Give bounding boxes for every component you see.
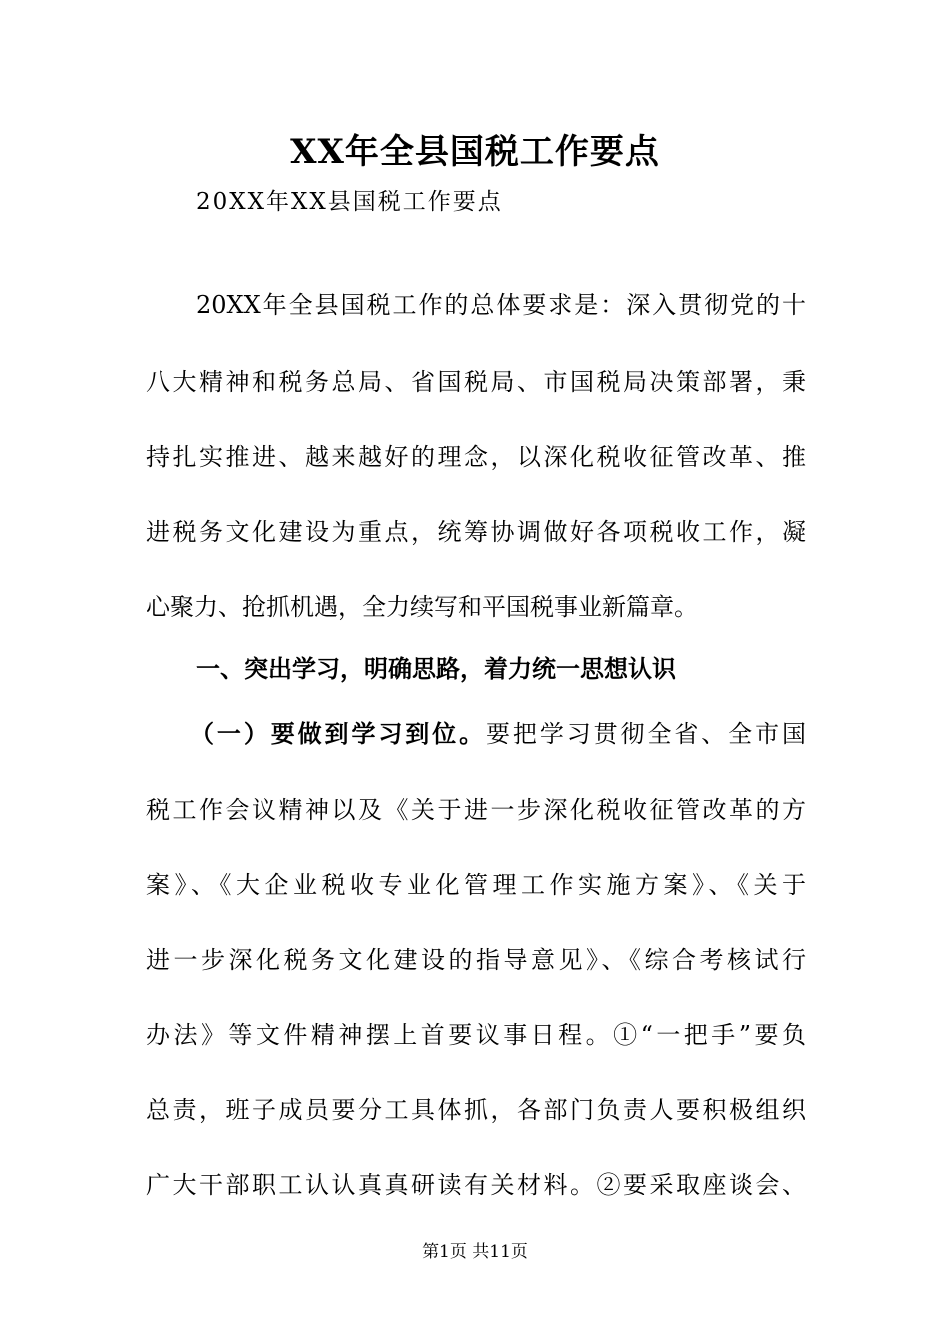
- section-heading-1: 一、突出学习，明确思路，着力统一思想认识: [196, 655, 676, 683]
- intro-line-5: 心聚力、抢抓机遇，全力续写和平国税事业新篇章。: [146, 593, 698, 621]
- intro-line-4: 进税务文化建设为重点，统筹协调做好各项税收工作，凝: [146, 518, 806, 546]
- page-footer: 第1页 共11页: [422, 1242, 528, 1262]
- document-subtitle: 20XX年XX县国税工作要点: [196, 189, 503, 215]
- intro-line-1: 20XX年全县国税工作的总体要求是：深入贯彻党的十: [196, 291, 806, 319]
- item-1-first-line: [190, 717, 806, 751]
- item-1-line-2: 税工作会议精神以及《关于进一步深化税收征管改革的方: [146, 796, 806, 824]
- item-1-line-7: 广大干部职工认认真真研读有关材料。②要采取座谈会、: [146, 1171, 806, 1199]
- item-1-line-6: 总责，班子成员要分工具体抓，各部门负责人要积极组织: [146, 1096, 806, 1124]
- document-title: XX年全县国税工作要点: [290, 132, 660, 172]
- item-1-first-line-text: 要把学习贯彻全省、全市国: [486, 720, 806, 748]
- item-1-line-5: 办法》等文件精神摆上首要议事日程。①“一把手”要负: [146, 1021, 806, 1049]
- item-1-line-4: 进一步深化税务文化建设的指导意见》、《综合考核试行: [146, 946, 806, 974]
- item-1-heading: （一）要做到学习到位。: [190, 720, 486, 748]
- intro-line-3: 持扎实推进、越来越好的理念，以深化税收征管改革、推: [146, 443, 806, 471]
- item-1-line-3: 案》、《大企业税收专业化管理工作实施方案》、《关于: [146, 871, 806, 899]
- intro-line-2: 八大精神和税务总局、省国税局、市国税局决策部署，秉: [146, 368, 806, 396]
